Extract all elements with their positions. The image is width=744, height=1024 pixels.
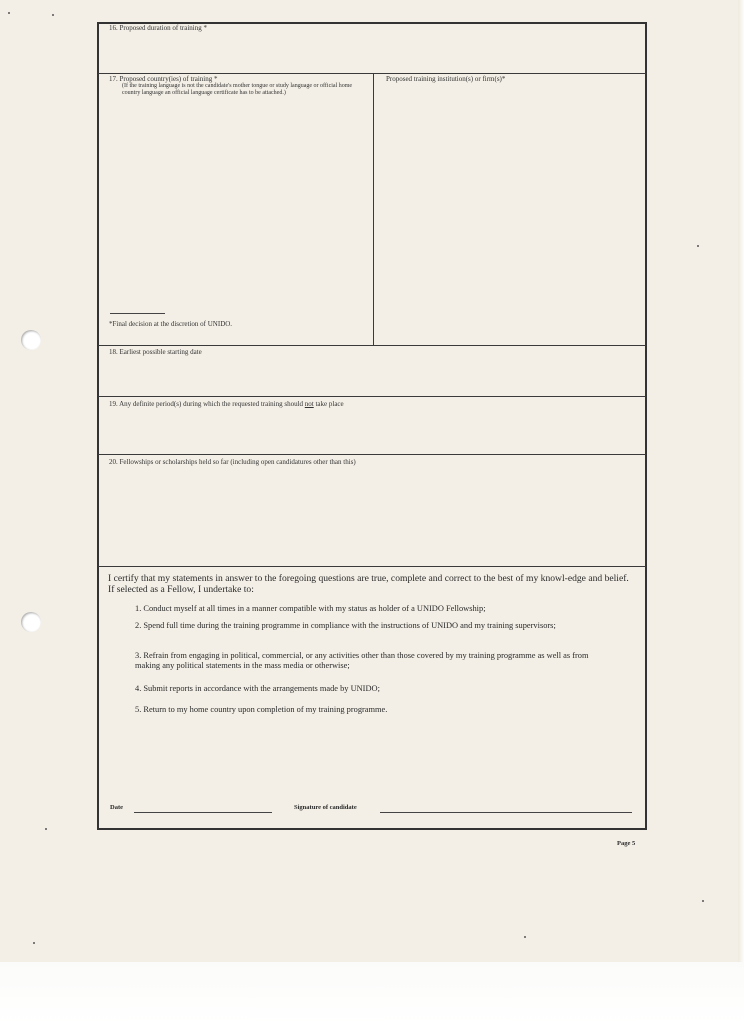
divider-after-field-20 — [98, 566, 646, 567]
scan-speck — [52, 14, 54, 16]
scan-speck — [8, 12, 10, 14]
scan-speck — [524, 936, 526, 938]
discretion-footnote: *Final decision at the discretion of UNIDO. — [109, 320, 233, 328]
field-19-label-prefix: 19. Any definite period(s) during which the requested training should — [109, 400, 305, 408]
scan-background-edge — [0, 962, 744, 1024]
scan-speck — [45, 828, 47, 830]
undertaking-item-4: 4. Submit reports in accordance with the arrangements made by UNIDO; — [135, 684, 380, 693]
field-19-emphasis: not — [304, 400, 314, 408]
scan-speck — [33, 942, 35, 944]
date-line[interactable] — [134, 812, 272, 813]
punch-hole-upper — [21, 330, 41, 350]
punch-hole-lower — [21, 612, 41, 632]
institution-label: Proposed training institution(s) or firm(s)* — [386, 75, 506, 83]
divider-after-field-16 — [98, 73, 646, 74]
field-18-label: 18. Earliest possible starting date — [109, 348, 202, 356]
certification-statement: I certify that my statements in answer to the foregoing questions are true, complete and correct to the best of my knowl-edge and belief. If selected as a Fellow, I undertake to: — [108, 573, 629, 595]
field-17-label: 17. Proposed country(ies) of training * — [109, 75, 218, 83]
undertaking-item-2: 2. Spend full time during the training programme in compliance with the instructions of UNIDO and my training supervisors; — [135, 621, 556, 630]
field-19-label-suffix: take place — [313, 400, 344, 408]
field-20-label: 20. Fellowships or scholarships held so far (including open candidatures other than this) — [109, 458, 356, 466]
field-19-label — [109, 400, 344, 408]
signature-line[interactable] — [380, 812, 632, 813]
scan-speck — [697, 245, 699, 247]
field-16-label: 16. Proposed duration of training * — [109, 24, 207, 32]
divider-after-field-18 — [98, 396, 646, 397]
undertaking-item-5: 5. Return to my home country upon completion of my training programme. — [135, 705, 388, 714]
undertaking-item-3: 3. Refrain from engaging in political, commercial, or any activities other than those covered by my training programme as well as from making any political statements in the mass media or otherwise; — [135, 651, 589, 670]
undertaking-item-1: 1. Conduct myself at all times in a manner compatible with my status as holder of a UNIDO Fellowship; — [135, 604, 486, 613]
page-number: Page 5 — [617, 840, 636, 847]
divider-after-field-17 — [98, 345, 646, 346]
field-17-column-divider — [373, 73, 374, 345]
signature-label: Signature of candidate — [294, 804, 357, 811]
date-label: Date — [110, 804, 123, 811]
scan-speck — [702, 900, 704, 902]
divider-after-field-19 — [98, 454, 646, 455]
footnote-rule — [110, 313, 165, 314]
field-17-language-note: (If the training language is not the candidate's mother tongue or study language or official home country language an official language certificate has to be attached.) — [122, 83, 353, 96]
scan-background-edge-right — [738, 0, 744, 962]
